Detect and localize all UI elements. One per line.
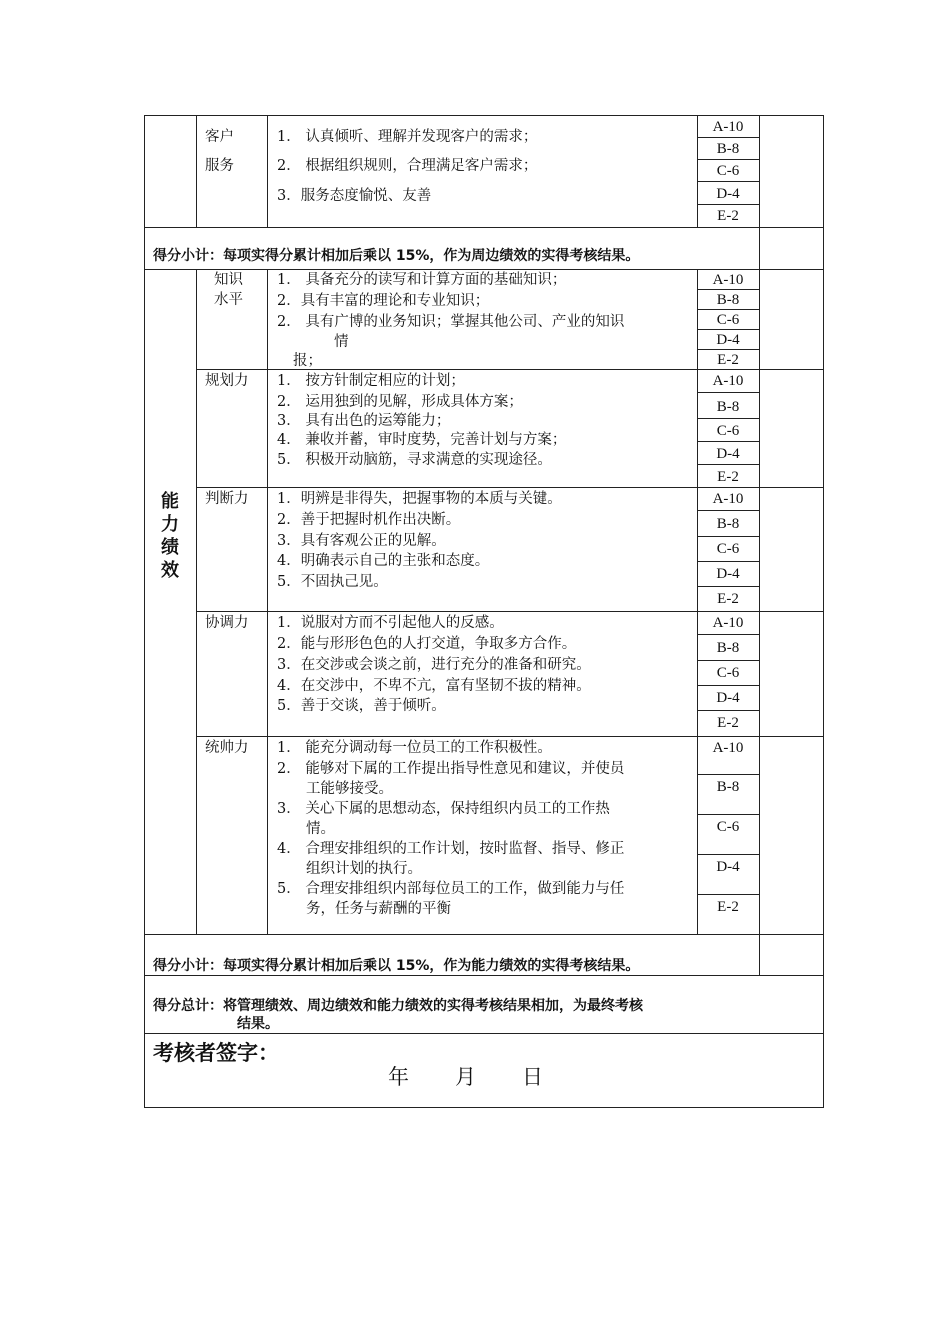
grade-option: E-2 [717,591,739,607]
grade-separator [697,586,759,587]
section-label-char: 能 [161,491,179,512]
grade-option: E-2 [717,899,739,915]
border-line [144,115,145,1108]
border-line [196,487,824,488]
criteria-item: 5．不固执己见。 [277,574,388,590]
border-line [144,269,824,270]
grade-option: A-10 [712,615,744,631]
grade-option: B-8 [716,640,740,656]
total-score: 结果。 [237,1016,279,1032]
category-label: 服务 [205,158,234,174]
date-month: 月 [455,1065,476,1089]
date-day: 日 [522,1065,543,1089]
criteria-item: 5． 合理安排组织内部每位员工的工作，做到能力与任 [277,881,625,897]
criteria-item: 3．在交涉或会谈之前，进行充分的准备和研究。 [277,657,591,673]
criteria-item: 2．具有丰富的理论和专业知识； [277,293,490,309]
grade-option: B-8 [716,399,740,415]
criteria-item: 2． 运用独到的见解，形成具体方案； [277,394,523,410]
criteria-item: 3． 关心下属的思想动态，保持组织内员工的工作热 [277,801,610,817]
grade-separator [697,634,759,635]
section-label-char: 绩 [161,537,179,558]
criteria-item: 1． 按方针制定相应的计划； [277,373,465,389]
border-line [144,934,824,935]
grade-separator [697,204,759,205]
grade-separator [697,774,759,775]
category-label: 协调力 [205,615,249,631]
section-label-char: 力 [161,514,179,535]
criteria-item: 1． 具备充分的读写和计算方面的基础知识； [277,272,567,288]
border-line [196,369,824,370]
category-label: 规划力 [205,373,249,389]
grade-separator [697,814,759,815]
grade-option: E-2 [717,352,739,368]
grade-separator [697,181,759,182]
grade-separator [697,309,759,310]
grade-separator [697,418,759,419]
grade-option: B-8 [716,141,740,157]
grade-option: A-10 [712,491,744,507]
criteria-item: 2．能与形形色色的人打交道，争取多方合作。 [277,636,577,652]
border-line [144,1107,824,1108]
category-label: 水平 [214,292,243,308]
grade-option: C-6 [716,819,740,835]
criteria-item: 4．明确表示自己的主张和态度。 [277,553,490,569]
criteria-item: 4． 合理安排组织的工作计划，按时监督、指导、修正 [277,841,625,857]
grade-option: D-4 [716,332,740,348]
grade-option: D-4 [716,859,740,875]
grade-option: E-2 [717,469,739,485]
criteria-item: 1．说服对方而不引起他人的反感。 [277,615,504,631]
criteria-item: 报； [293,353,322,369]
grade-option: C-6 [716,423,740,439]
grade-separator [697,289,759,290]
grade-option: A-10 [712,119,744,135]
criteria-item: 1．明辨是非得失，把握事物的本质与关键。 [277,491,562,507]
criteria-item: 工能够接受。 [306,781,393,797]
border-line [267,115,268,228]
grade-option: A-10 [712,740,744,756]
criteria-item: 4． 兼收并蓄，审时度势，完善计划与方案； [277,432,567,448]
category-label: 统帅力 [205,740,249,756]
border-line [196,269,197,935]
category-label: 客户 [205,129,234,145]
border-line [196,611,824,612]
criteria-item: 5．善于交谈，善于倾听。 [277,698,446,714]
grade-option: A-10 [712,272,744,288]
grade-separator [697,329,759,330]
border-line [144,227,824,228]
grade-separator [697,137,759,138]
grade-option: E-2 [717,208,739,224]
grade-option: D-4 [716,186,740,202]
grade-separator [697,685,759,686]
grade-separator [697,349,759,350]
date-year: 年 [388,1065,409,1089]
grade-option: C-6 [716,665,740,681]
grade-separator [697,854,759,855]
grade-option: D-4 [716,446,740,462]
border-line [144,1033,824,1034]
border-line [196,736,824,737]
criteria-item: 3．服务态度愉悦、友善 [277,188,432,204]
grade-option: A-10 [712,373,744,389]
grade-separator [697,536,759,537]
grade-option: D-4 [716,690,740,706]
grade-separator [697,894,759,895]
criteria-item: 2．善于把握时机作出决断。 [277,512,461,528]
grade-separator [697,710,759,711]
grade-separator [697,510,759,511]
criteria-item: 3． 具有出色的运筹能力； [277,413,451,429]
criteria-item: 情。 [306,821,335,837]
grade-option: E-2 [717,715,739,731]
signature-label: 考核者签字： [153,1041,279,1065]
grade-option: D-4 [716,566,740,582]
criteria-item: 5． 积极开动脑筋，寻求满意的实现途径。 [277,452,552,468]
subtotal-ability: 得分小计：每项实得分累计相加后乘以 15%，作为能力绩效的实得考核结果。 [153,958,640,974]
criteria-item: 务，任务与薪酬的平衡 [306,901,451,917]
criteria-item: 1． 能充分调动每一位员工的工作积极性。 [277,740,552,756]
category-label: 判断力 [205,491,249,507]
total-score: 得分总计：将管理绩效、周边绩效和能力绩效的实得考核结果相加，为最终考核 [153,998,643,1014]
category-label: 知识 [214,272,243,288]
grade-option: C-6 [716,312,740,328]
criteria-item: 组织计划的执行。 [306,861,422,877]
border-line [144,115,824,116]
grade-option: B-8 [716,516,740,532]
border-line [759,115,760,975]
criteria-item: 3．具有客观公正的见解。 [277,533,446,549]
grade-separator [697,660,759,661]
grade-separator [697,159,759,160]
grade-option: C-6 [716,541,740,557]
grade-option: B-8 [716,292,740,308]
grade-separator [697,441,759,442]
criteria-item: 2． 根据组织规则，合理满足客户需求； [277,158,538,174]
grade-separator [697,392,759,393]
criteria-item: 2． 能够对下属的工作提出指导性意见和建议，并使员 [277,761,625,777]
criteria-item: 2． 具有广博的业务知识；掌握其他公司、产业的知识 [277,314,625,330]
criteria-item: 4．在交涉中，不卑不亢，富有坚韧不拔的精神。 [277,678,591,694]
border-line [823,115,824,1108]
border-line [196,115,197,228]
subtotal-peripheral: 得分小计：每项实得分累计相加后乘以 15%，作为周边绩效的实得考核结果。 [153,248,640,264]
border-line [267,269,268,935]
grade-option: B-8 [716,779,740,795]
criteria-item: 情 [334,334,349,350]
section-label-char: 效 [161,560,179,581]
grade-separator [697,464,759,465]
criteria-item: 1． 认真倾听、理解并发现客户的需求； [277,129,538,145]
border-line [144,975,824,976]
grade-separator [697,561,759,562]
grade-option: C-6 [716,163,740,179]
